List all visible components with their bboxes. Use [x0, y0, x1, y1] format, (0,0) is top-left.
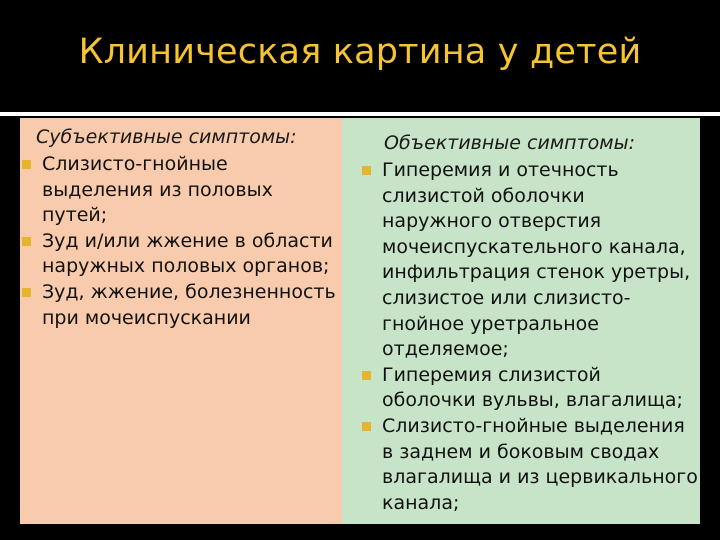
list-item	[20, 152, 342, 229]
list-item-text: Гиперемия слизистой оболочки вульвы, влагалища;	[382, 363, 683, 412]
square-bullet-icon	[22, 288, 31, 297]
title-divider	[0, 112, 720, 116]
subjective-symptoms-list	[20, 152, 342, 331]
square-bullet-icon	[362, 422, 371, 431]
objective-symptoms-list	[342, 158, 700, 516]
square-bullet-icon	[362, 166, 371, 175]
objective-symptoms-panel	[342, 118, 700, 524]
list-item-text: Гиперемия и отечность слизистой оболочки наружного отверстия мочеиспускательного канала, инфильтрация стенок уретры, слизистое или слизисто-гнойное уретральное отделяемое;	[382, 159, 691, 361]
list-item	[20, 280, 342, 331]
list-item	[342, 363, 700, 414]
slide-title: Клиническая картина у детей	[78, 32, 642, 72]
list-item-text: Зуд и/или жжение в области наружных половых органов;	[42, 229, 333, 278]
list-item	[20, 229, 342, 280]
list-item	[342, 414, 700, 516]
list-item	[342, 158, 700, 363]
square-bullet-icon	[22, 237, 31, 246]
subjective-symptoms-panel	[20, 118, 342, 524]
square-bullet-icon	[22, 160, 31, 169]
square-bullet-icon	[362, 371, 371, 380]
objective-symptoms-heading: Объективные симптомы:	[384, 132, 636, 154]
subjective-symptoms-heading: Субъективные симптомы:	[36, 126, 297, 148]
list-item-text: Слизисто-гнойные выделения из половых путей;	[42, 153, 273, 227]
list-item-text: Слизисто-гнойные выделения в заднем и боковым сводах влагалища и из цервикального канала;	[382, 414, 698, 514]
list-item-text: Зуд, жжение, болезненность при мочеиспускании	[42, 280, 336, 329]
